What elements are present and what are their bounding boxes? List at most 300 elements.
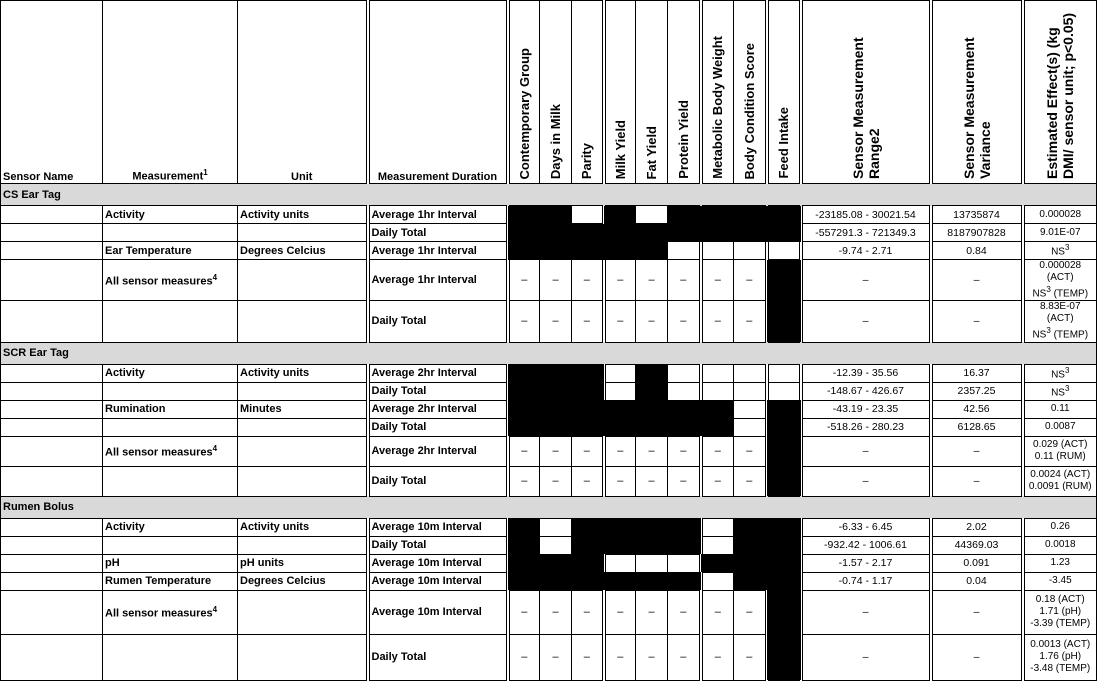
days-in-milk-cell (540, 400, 572, 418)
table-row (1, 418, 1097, 436)
sensor-cell (1, 224, 103, 242)
range-cell: – (801, 634, 931, 680)
feed-intake-cell (767, 260, 801, 301)
milk-yield-cell: – (604, 260, 636, 301)
unit-cell: Degrees Celcius (238, 572, 368, 590)
unit-cell (238, 224, 368, 242)
unit-cell (238, 382, 368, 400)
body-condition-score-cell (734, 554, 767, 572)
days-in-milk-cell (540, 518, 572, 536)
fat-yield-cell: – (636, 466, 668, 496)
milk-yield-cell (604, 418, 636, 436)
parity-cell (572, 554, 604, 572)
milk-yield-cell (604, 400, 636, 418)
feed-intake-cell (767, 634, 801, 680)
variance-cell: 42.56 (931, 400, 1023, 418)
variance-cell: 44369.03 (931, 536, 1023, 554)
fat-yield-cell: – (636, 590, 668, 634)
duration-cell: Daily Total (368, 224, 508, 242)
unit-cell: Activity units (238, 206, 368, 224)
milk-yield-cell (604, 206, 636, 224)
feed-intake-cell (767, 418, 801, 436)
contemporary-group-cell: – (508, 466, 540, 496)
unit-cell: Degrees Celcius (238, 242, 368, 260)
section-title: Rumen Bolus (1, 496, 1097, 518)
fat-yield-cell (636, 382, 668, 400)
effect-cell: $NS^3$ (1023, 364, 1097, 382)
days-in-milk-cell: – (540, 634, 572, 680)
sensor-cell (1, 242, 103, 260)
parity-cell (572, 418, 604, 436)
feed-intake-cell (767, 206, 801, 224)
range-cell: -932.42 - 1006.61 (801, 536, 931, 554)
variance-cell: – (931, 301, 1023, 342)
header-unit: Unit (238, 1, 368, 184)
variance-cell: 8187907828 (931, 224, 1023, 242)
section-row (1, 496, 1097, 518)
header-duration: Measurement Duration (368, 1, 508, 184)
contemporary-group-cell (508, 242, 540, 260)
feed-intake-cell (767, 536, 801, 554)
measurement-cell (103, 301, 238, 342)
body-condition-score-cell (734, 400, 767, 418)
range-cell: -0.74 - 1.17 (801, 572, 931, 590)
milk-yield-cell (604, 382, 636, 400)
sensor-cell (1, 400, 103, 418)
fat-yield-cell (636, 224, 668, 242)
metabolic-body-weight-cell (701, 400, 734, 418)
measurement-cell: All sensor measures$^4$ (103, 260, 238, 301)
variance-cell: 16.37 (931, 364, 1023, 382)
unit-cell (238, 536, 368, 554)
measurement-cell (103, 418, 238, 436)
days-in-milk-cell: – (540, 301, 572, 342)
days-in-milk-cell (540, 242, 572, 260)
duration-cell: Average 10m Interval (368, 554, 508, 572)
milk-yield-cell (604, 554, 636, 572)
fat-yield-cell (636, 400, 668, 418)
protein-yield-cell (668, 418, 701, 436)
measurement-cell: Activity (103, 518, 238, 536)
variance-cell: – (931, 634, 1023, 680)
measurement-cell (103, 382, 238, 400)
protein-yield-cell (668, 572, 701, 590)
effect-cell: $NS^3$ (1023, 382, 1097, 400)
fat-yield-cell (636, 518, 668, 536)
milk-yield-cell (604, 242, 636, 260)
section-row (1, 342, 1097, 364)
variance-cell: 13735874 (931, 206, 1023, 224)
parity-cell (572, 364, 604, 382)
milk-yield-cell (604, 518, 636, 536)
parity-cell: – (572, 466, 604, 496)
body-condition-score-cell (734, 224, 767, 242)
days-in-milk-cell (540, 382, 572, 400)
fat-yield-cell (636, 206, 668, 224)
sensor-cell (1, 554, 103, 572)
range-cell: -9.74 - 2.71 (801, 242, 931, 260)
table-row (1, 634, 1097, 680)
effect-cell: 0.029 (ACT) 0.11 (RUM) (1023, 436, 1097, 466)
protein-yield-cell: – (668, 436, 701, 466)
milk-yield-cell (604, 364, 636, 382)
metabolic-body-weight-cell (701, 554, 734, 572)
contemporary-group-cell (508, 518, 540, 536)
sensor-cell (1, 466, 103, 496)
body-condition-score-cell (734, 536, 767, 554)
fat-yield-cell: – (636, 260, 668, 301)
body-condition-score-cell: – (734, 301, 767, 342)
measurement-cell (103, 536, 238, 554)
protein-yield-cell (668, 364, 701, 382)
variance-cell: – (931, 590, 1023, 634)
protein-yield-cell: – (668, 301, 701, 342)
duration-cell: Average 2hr Interval (368, 436, 508, 466)
unit-cell (238, 590, 368, 634)
feed-intake-cell (767, 466, 801, 496)
table-row (1, 400, 1097, 418)
sensor-cell (1, 206, 103, 224)
duration-cell: Daily Total (368, 301, 508, 342)
effect-cell: 0.000028 (ACT) $NS^3$ (TEMP) (1023, 260, 1097, 301)
protein-yield-cell: – (668, 260, 701, 301)
section-row (1, 184, 1097, 206)
table-row (1, 518, 1097, 536)
metabolic-body-weight-cell (701, 418, 734, 436)
fat-yield-cell (636, 554, 668, 572)
metabolic-body-weight-cell (701, 206, 734, 224)
range-cell: – (801, 466, 931, 496)
milk-yield-cell (604, 572, 636, 590)
range-cell: – (801, 590, 931, 634)
contemporary-group-cell: – (508, 590, 540, 634)
duration-cell: Average 1hr Interval (368, 206, 508, 224)
feed-intake-cell (767, 554, 801, 572)
duration-cell: Daily Total (368, 418, 508, 436)
fat-yield-cell (636, 242, 668, 260)
duration-cell: Average 10m Interval (368, 590, 508, 634)
variance-cell: 6128.65 (931, 418, 1023, 436)
fat-yield-cell: – (636, 436, 668, 466)
body-condition-score-cell (734, 242, 767, 260)
duration-cell: Daily Total (368, 382, 508, 400)
days-in-milk-cell (540, 536, 572, 554)
protein-yield-cell: – (668, 466, 701, 496)
header-feed-intake: Feed Intake (767, 1, 801, 184)
feed-intake-cell (767, 436, 801, 466)
sensor-cell (1, 436, 103, 466)
protein-yield-cell (668, 382, 701, 400)
contemporary-group-cell: – (508, 436, 540, 466)
table-row (1, 260, 1097, 301)
protein-yield-cell (668, 518, 701, 536)
body-condition-score-cell: – (734, 634, 767, 680)
section-title: SCR Ear Tag (1, 342, 1097, 364)
duration-cell: Average 1hr Interval (368, 242, 508, 260)
days-in-milk-cell: – (540, 260, 572, 301)
parity-cell (572, 572, 604, 590)
measurement-cell: All sensor measures$^4$ (103, 436, 238, 466)
effect-cell: -3.45 (1023, 572, 1097, 590)
contemporary-group-cell (508, 364, 540, 382)
fat-yield-cell (636, 536, 668, 554)
protein-yield-cell (668, 224, 701, 242)
days-in-milk-cell: – (540, 590, 572, 634)
days-in-milk-cell (540, 554, 572, 572)
table-row (1, 590, 1097, 634)
body-condition-score-cell (734, 382, 767, 400)
header-milk-yield: Milk Yield (604, 1, 636, 184)
parity-cell (572, 536, 604, 554)
unit-cell: Minutes (238, 400, 368, 418)
duration-cell: Average 10m Interval (368, 572, 508, 590)
metabolic-body-weight-cell (701, 572, 734, 590)
table-row (1, 466, 1097, 496)
measurement-cell: Rumen Temperature (103, 572, 238, 590)
variance-cell: 0.04 (931, 572, 1023, 590)
header-fat-yield: Fat Yield (636, 1, 668, 184)
milk-yield-cell: – (604, 634, 636, 680)
unit-cell (238, 436, 368, 466)
table-row (1, 536, 1097, 554)
milk-yield-cell: – (604, 466, 636, 496)
fat-yield-cell (636, 418, 668, 436)
body-condition-score-cell: – (734, 260, 767, 301)
days-in-milk-cell (540, 206, 572, 224)
header-contemporary-group: Contemporary Group (508, 1, 540, 184)
header-variance: Sensor Measurement Variance (931, 1, 1023, 184)
parity-cell (572, 382, 604, 400)
effect-cell: 0.0087 (1023, 418, 1097, 436)
measurement-cell: Activity (103, 364, 238, 382)
metabolic-body-weight-cell: – (701, 260, 734, 301)
effect-cell: 0.0018 (1023, 536, 1097, 554)
days-in-milk-cell (540, 572, 572, 590)
contemporary-group-cell (508, 572, 540, 590)
milk-yield-cell: – (604, 436, 636, 466)
feed-intake-cell (767, 400, 801, 418)
effect-cell: 0.18 (ACT) 1.71 (pH) -3.39 (TEMP) (1023, 590, 1097, 634)
duration-cell: Average 2hr Interval (368, 400, 508, 418)
days-in-milk-cell (540, 418, 572, 436)
sensor-cell (1, 418, 103, 436)
measurement-cell: Ear Temperature (103, 242, 238, 260)
feed-intake-cell (767, 224, 801, 242)
metabolic-body-weight-cell (701, 518, 734, 536)
table-row (1, 554, 1097, 572)
header-estimated-effect: Estimated Effect(s) (kg DMI/ sensor unit; p<0.05) (1023, 1, 1097, 184)
header-row (1, 1, 1097, 184)
days-in-milk-cell: – (540, 466, 572, 496)
contemporary-group-cell (508, 536, 540, 554)
protein-yield-cell (668, 400, 701, 418)
days-in-milk-cell (540, 364, 572, 382)
header-measurement: Measurement$^1$ (103, 1, 238, 184)
range-cell: -12.39 - 35.56 (801, 364, 931, 382)
contemporary-group-cell (508, 224, 540, 242)
effect-cell: 0.11 (1023, 400, 1097, 418)
milk-yield-cell (604, 536, 636, 554)
sensor-cell (1, 301, 103, 342)
variance-cell: 2.02 (931, 518, 1023, 536)
contemporary-group-cell (508, 206, 540, 224)
sensor-cell (1, 536, 103, 554)
measurement-cell: pH (103, 554, 238, 572)
range-cell: -23185.08 - 30021.54 (801, 206, 931, 224)
feed-intake-cell (767, 590, 801, 634)
range-cell: -1.57 - 2.17 (801, 554, 931, 572)
effect-cell: 0.0013 (ACT) 1.76 (pH) -3.48 (TEMP) (1023, 634, 1097, 680)
metabolic-body-weight-cell (701, 364, 734, 382)
sensor-cell (1, 634, 103, 680)
parity-cell (572, 400, 604, 418)
range-cell: -557291.3 - 721349.3 (801, 224, 931, 242)
range-cell: – (801, 436, 931, 466)
measurement-cell (103, 634, 238, 680)
feed-intake-cell (767, 364, 801, 382)
sensor-cell (1, 572, 103, 590)
variance-cell: – (931, 466, 1023, 496)
effect-cell: 9.01E-07 (1023, 224, 1097, 242)
table-row (1, 301, 1097, 342)
effect-cell: 8.83E-07 (ACT) $NS^3$ (TEMP) (1023, 301, 1097, 342)
range-cell: -43.19 - 23.35 (801, 400, 931, 418)
contemporary-group-cell (508, 554, 540, 572)
contemporary-group-cell: – (508, 634, 540, 680)
body-condition-score-cell (734, 418, 767, 436)
header-range: Sensor Measurement Range2 (801, 1, 931, 184)
contemporary-group-cell (508, 418, 540, 436)
parity-cell: – (572, 260, 604, 301)
protein-yield-cell (668, 554, 701, 572)
body-condition-score-cell: – (734, 466, 767, 496)
metabolic-body-weight-cell (701, 536, 734, 554)
table-row (1, 382, 1097, 400)
effect-cell: 0.000028 (1023, 206, 1097, 224)
protein-yield-cell (668, 206, 701, 224)
header-days-in-milk: Days in Milk (540, 1, 572, 184)
protein-yield-cell (668, 536, 701, 554)
metabolic-body-weight-cell: – (701, 466, 734, 496)
table-row (1, 242, 1097, 260)
unit-cell (238, 466, 368, 496)
measurement-cell (103, 224, 238, 242)
unit-cell: pH units (238, 554, 368, 572)
variance-cell: 0.091 (931, 554, 1023, 572)
protein-yield-cell: – (668, 590, 701, 634)
sensor-cell (1, 590, 103, 634)
contemporary-group-cell (508, 382, 540, 400)
range-cell: -148.67 - 426.67 (801, 382, 931, 400)
duration-cell: Daily Total (368, 536, 508, 554)
header-protein-yield: Protein Yield (668, 1, 701, 184)
effect-cell: 0.26 (1023, 518, 1097, 536)
unit-cell (238, 301, 368, 342)
feed-intake-cell (767, 382, 801, 400)
body-condition-score-cell (734, 518, 767, 536)
body-condition-score-cell: – (734, 436, 767, 466)
header-body-condition-score: Body Condition Score (734, 1, 767, 184)
variance-cell: – (931, 260, 1023, 301)
measurement-cell: Rumination (103, 400, 238, 418)
milk-yield-cell: – (604, 301, 636, 342)
contemporary-group-cell: – (508, 260, 540, 301)
body-condition-score-cell: – (734, 590, 767, 634)
metabolic-body-weight-cell: – (701, 436, 734, 466)
parity-cell: – (572, 590, 604, 634)
fat-yield-cell (636, 364, 668, 382)
feed-intake-cell (767, 572, 801, 590)
header-sensor-name: Sensor Name (1, 1, 103, 184)
unit-cell (238, 418, 368, 436)
duration-cell: Average 2hr Interval (368, 364, 508, 382)
protein-yield-cell (668, 242, 701, 260)
effect-cell: 0.0024 (ACT) 0.0091 (RUM) (1023, 466, 1097, 496)
variance-cell: 2357.25 (931, 382, 1023, 400)
metabolic-body-weight-cell: – (701, 590, 734, 634)
parity-cell (572, 518, 604, 536)
measurement-cell: Activity (103, 206, 238, 224)
range-cell: -518.26 - 280.23 (801, 418, 931, 436)
sensor-cell (1, 518, 103, 536)
feed-intake-cell (767, 301, 801, 342)
body-condition-score-cell (734, 572, 767, 590)
sensor-cell (1, 382, 103, 400)
sensor-cell (1, 260, 103, 301)
contemporary-group-cell: – (508, 301, 540, 342)
duration-cell: Average 1hr Interval (368, 260, 508, 301)
range-cell: -6.33 - 6.45 (801, 518, 931, 536)
milk-yield-cell (604, 224, 636, 242)
table-row (1, 436, 1097, 466)
duration-cell: Average 10m Interval (368, 518, 508, 536)
range-cell: – (801, 260, 931, 301)
unit-cell: Activity units (238, 364, 368, 382)
measurement-cell (103, 466, 238, 496)
duration-cell: Daily Total (368, 466, 508, 496)
parity-cell (572, 224, 604, 242)
duration-cell: Daily Total (368, 634, 508, 680)
body-condition-score-cell (734, 206, 767, 224)
protein-yield-cell: – (668, 634, 701, 680)
unit-cell (238, 634, 368, 680)
days-in-milk-cell: – (540, 436, 572, 466)
milk-yield-cell: – (604, 590, 636, 634)
metabolic-body-weight-cell (701, 242, 734, 260)
parity-cell: – (572, 301, 604, 342)
fat-yield-cell: – (636, 634, 668, 680)
variance-cell: 0.84 (931, 242, 1023, 260)
table-row (1, 364, 1097, 382)
table-row (1, 206, 1097, 224)
section-title: CS Ear Tag (1, 184, 1097, 206)
parity-cell (572, 206, 604, 224)
variance-cell: – (931, 436, 1023, 466)
effect-cell: 1.23 (1023, 554, 1097, 572)
parity-cell (572, 242, 604, 260)
unit-cell (238, 260, 368, 301)
metabolic-body-weight-cell (701, 224, 734, 242)
effect-cell: $NS^3$ (1023, 242, 1097, 260)
body-condition-score-cell (734, 364, 767, 382)
parity-cell: – (572, 436, 604, 466)
range-cell: – (801, 301, 931, 342)
table-row (1, 224, 1097, 242)
fat-yield-cell (636, 572, 668, 590)
feed-intake-cell (767, 242, 801, 260)
parity-cell: – (572, 634, 604, 680)
contemporary-group-cell (508, 400, 540, 418)
